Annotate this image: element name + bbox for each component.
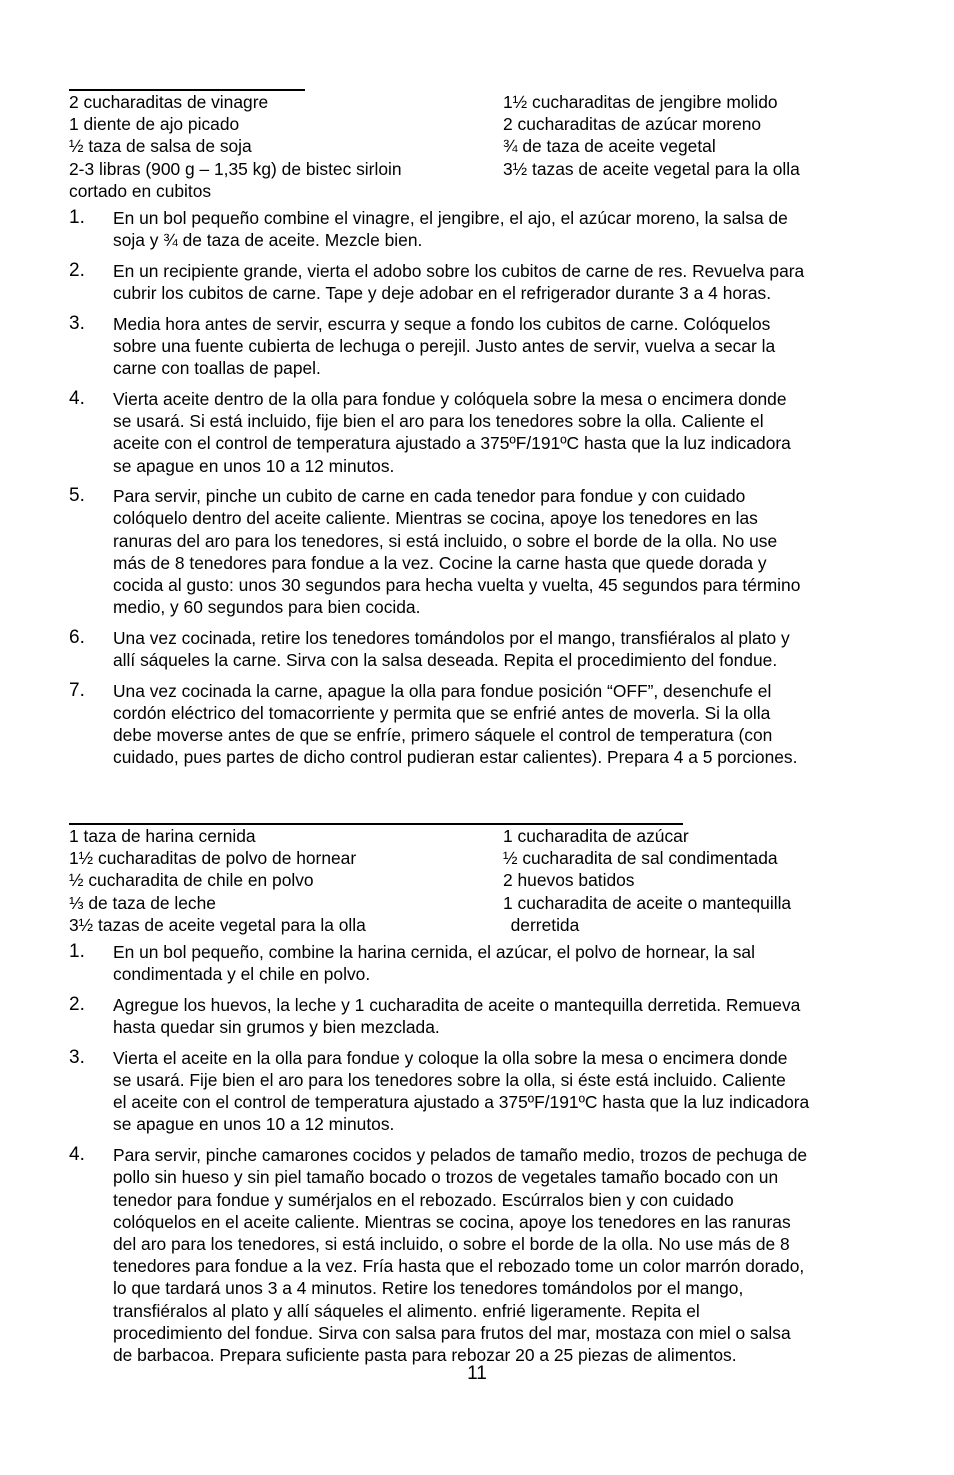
ingredient: 3½ tazas de aceite vegetal para la olla	[69, 914, 366, 935]
step-number: 5.	[69, 485, 85, 507]
ingredient: 1 taza de harina cernida	[69, 826, 256, 846]
ingredient: 3½ tazas de aceite vegetal para la olla	[503, 158, 800, 179]
ingredient: cortado en cubitos	[69, 180, 212, 201]
step-item	[69, 680, 899, 769]
recipe2-steps	[69, 941, 899, 1375]
step-text-line: se apague en unos 10 a 12 minutos.	[113, 1114, 395, 1135]
recipe1-ingredients	[69, 91, 899, 202]
ingredient: 1 cucharadita de azúcar	[503, 826, 689, 846]
step-text-line: tenedores para fondue a la vez. Fría hasta que el rebozado tome un color marrón dorado,	[113, 1256, 805, 1277]
step-item	[69, 260, 899, 304]
step-text-line: Vierta el aceite en la olla para fondue y coloque la olla sobre la mesa o encimera donde	[113, 1047, 788, 1068]
step-text-line: del aro para los tenedores, si está incluido, o sobre el borde de la olla. No use más de 8	[113, 1233, 790, 1254]
step-text-line: sobre una fuente cubierta de lechuga o perejil. Justo antes de servir, vuelva a secar la	[113, 336, 776, 357]
step-text-line: cordón eléctrico del tomacorriente y permita que se enfrié antes de moverla. Si la olla	[113, 703, 771, 724]
step-text-line: cocida al gusto: unos 30 segundos para hecha vuelta y vuelta, 45 segundos para término	[113, 575, 801, 596]
step-item	[69, 994, 899, 1038]
step-text-line: transfiéralos al plato y allí sáqueles el alimento. enfrié ligeramente. Repita el	[113, 1300, 700, 1321]
ingredient: ½ cucharadita de chile en polvo	[69, 870, 314, 891]
step-text-line: medio, y 60 segundos para bien cocida.	[113, 597, 421, 618]
step-text-line: el aceite con el control de temperatura ajustado a 375ºF/191ºC hasta que la luz indicadora	[113, 1092, 810, 1113]
page-number: 11	[467, 1363, 487, 1384]
step-text-line: debe moverse antes de que se enfríe, primero sáquele el control de temperatura (con	[113, 725, 773, 746]
step-text-line: cuidado, pues partes de dicho control pudieran estar calientes). Prepara 4 a 5 porciones.	[113, 747, 798, 768]
ingredient: 2 huevos batidos	[503, 870, 635, 891]
step-text-line: de barbacoa. Prepara suficiente pasta para rebozar 20 a 25 piezas de alimentos.	[113, 1344, 737, 1365]
step-text-line: condimentada y el chile en polvo.	[113, 964, 371, 985]
step-number: 2.	[69, 993, 85, 1015]
step-text-line: pollo sin hueso y sin piel tamaño bocado o trozos de vegetales tamaño bocado con un	[113, 1167, 779, 1188]
step-item	[69, 207, 899, 251]
step-number: 6.	[69, 626, 85, 648]
step-text-line: procedimiento del fondue. Sirva con salsa para frutos del mar, mostaza con miel o salsa	[113, 1322, 791, 1343]
step-text-line: En un recipiente grande, vierta el adobo sobre los cubitos de carne de res. Revuelva para	[113, 260, 805, 281]
ingredient: 2 cucharaditas de vinagre	[69, 92, 269, 112]
step-number: 1.	[69, 207, 85, 228]
recipe2-ingredients	[69, 825, 899, 936]
step-text-line: Para servir, pinche camarones cocidos y pelados de tamaño medio, trozos de pechuga de	[113, 1145, 808, 1166]
ingredient: 1½ cucharaditas de jengibre molido	[503, 92, 778, 112]
step-text-line: Una vez cocinada, retire los tenedores tomándolos por el mango, transfiéralos al plato y	[113, 627, 790, 648]
step-text-line: se usará. Fije bien el aro para los tenedores sobre la olla, si éste está incluido. Caliente	[113, 1070, 786, 1091]
ingredient: 1 cucharadita de aceite o mantequilla	[503, 892, 792, 913]
step-number: 3.	[69, 1046, 85, 1068]
step-text-line: aceite con el control de temperatura ajustado a 375ºF/191ºC hasta que la luz indicadora	[113, 433, 791, 454]
step-text-line: Vierta aceite dentro de la olla para fondue y colóquela sobre la mesa o encimera donde	[113, 388, 787, 409]
step-text-line: allí sáqueles la carne. Sirva con la salsa deseada. Repita el procedimiento del fondue.	[113, 650, 778, 671]
step-text-line: soja y ¾ de taza de aceite. Mezcle bien.	[113, 230, 423, 251]
ingredient: 2 cucharaditas de azúcar moreno	[503, 114, 762, 135]
recipe1-steps	[69, 207, 899, 777]
step-number: 3.	[69, 312, 85, 334]
step-text-line: tenedor para fondue y sumérjalos en el rebozado. Escúrralos bien y con cuidado	[113, 1189, 734, 1210]
step-text-line: cubrir los cubitos de carne. Tape y deje adobar en el refrigerador durante 3 a 4 horas.	[113, 283, 772, 304]
step-number: 4.	[69, 387, 85, 409]
ingredient: ½ cucharadita de sal condimentada	[503, 848, 778, 869]
step-item	[69, 941, 899, 985]
ingredient: 1½ cucharaditas de polvo de hornear	[69, 848, 357, 869]
ingredient: 1 diente de ajo picado	[69, 114, 240, 135]
ingredient: ¾ de taza de aceite vegetal	[503, 136, 716, 157]
step-text-line: hasta quedar sin grumos y bien mezclada.	[113, 1017, 440, 1038]
step-text-line: Para servir, pinche un cubito de carne en cada tenedor para fondue y con cuidado	[113, 486, 746, 507]
step-text-line: Media hora antes de servir, escurra y seque a fondo los cubitos de carne. Colóquelos	[113, 313, 771, 334]
step-number: 7.	[69, 679, 85, 701]
step-text-line: se apague en unos 10 a 12 minutos.	[113, 455, 395, 476]
step-text-line: En un bol pequeño, combine la harina cernida, el azúcar, el polvo de hornear, la sal	[113, 942, 755, 962]
step-text-line: Agregue los huevos, la leche y 1 cucharadita de aceite o mantequilla derretida. Remueva	[113, 994, 801, 1015]
step-text-line: lo que tardará unos 3 a 4 minutos. Retire los tenedores tomándolos por el mango,	[113, 1278, 744, 1299]
step-text-line: carne con toallas de papel.	[113, 358, 321, 379]
step-item	[69, 485, 899, 618]
step-text-line: se usará. Si está incluido, fije bien el aro para los tenedores sobre la olla. Caliente el	[113, 411, 764, 432]
step-number: 2.	[69, 259, 85, 281]
step-item	[69, 1144, 899, 1366]
ingredient: 2-3 libras (900 g – 1,35 kg) de bistec sirloin	[69, 158, 402, 179]
step-number: 4.	[69, 1144, 85, 1166]
step-text-line: ranuras del aro para los tenedores, si está incluido, o sobre el borde de la olla. No use	[113, 530, 778, 551]
step-text-line: colóquelo dentro del aceite caliente. Mientras se cocina, apoye los tenedores en las	[113, 508, 758, 529]
ingredient: derretida	[510, 914, 580, 935]
step-item	[69, 1047, 899, 1136]
step-text-line: Una vez cocinada la carne, apague la olla para fondue posición “OFF”, desenchufe el	[113, 680, 772, 701]
step-text-line: colóquelos en el aceite caliente. Mientras se cocina, apoye los tenedores en las ranuras	[113, 1211, 791, 1232]
ingredient: ⅓ de taza de leche	[69, 892, 216, 913]
step-number: 1.	[69, 941, 85, 962]
step-item	[69, 627, 899, 671]
ingredient: ½ taza de salsa de soja	[69, 136, 252, 157]
step-item	[69, 313, 899, 380]
step-text-line: En un bol pequeño combine el vinagre, el jengibre, el ajo, el azúcar moreno, la salsa de	[113, 208, 788, 228]
step-text-line: más de 8 tenedores para fondue a la vez. Cocine la carne hasta que quede dorada y	[113, 552, 767, 573]
step-item	[69, 388, 899, 477]
